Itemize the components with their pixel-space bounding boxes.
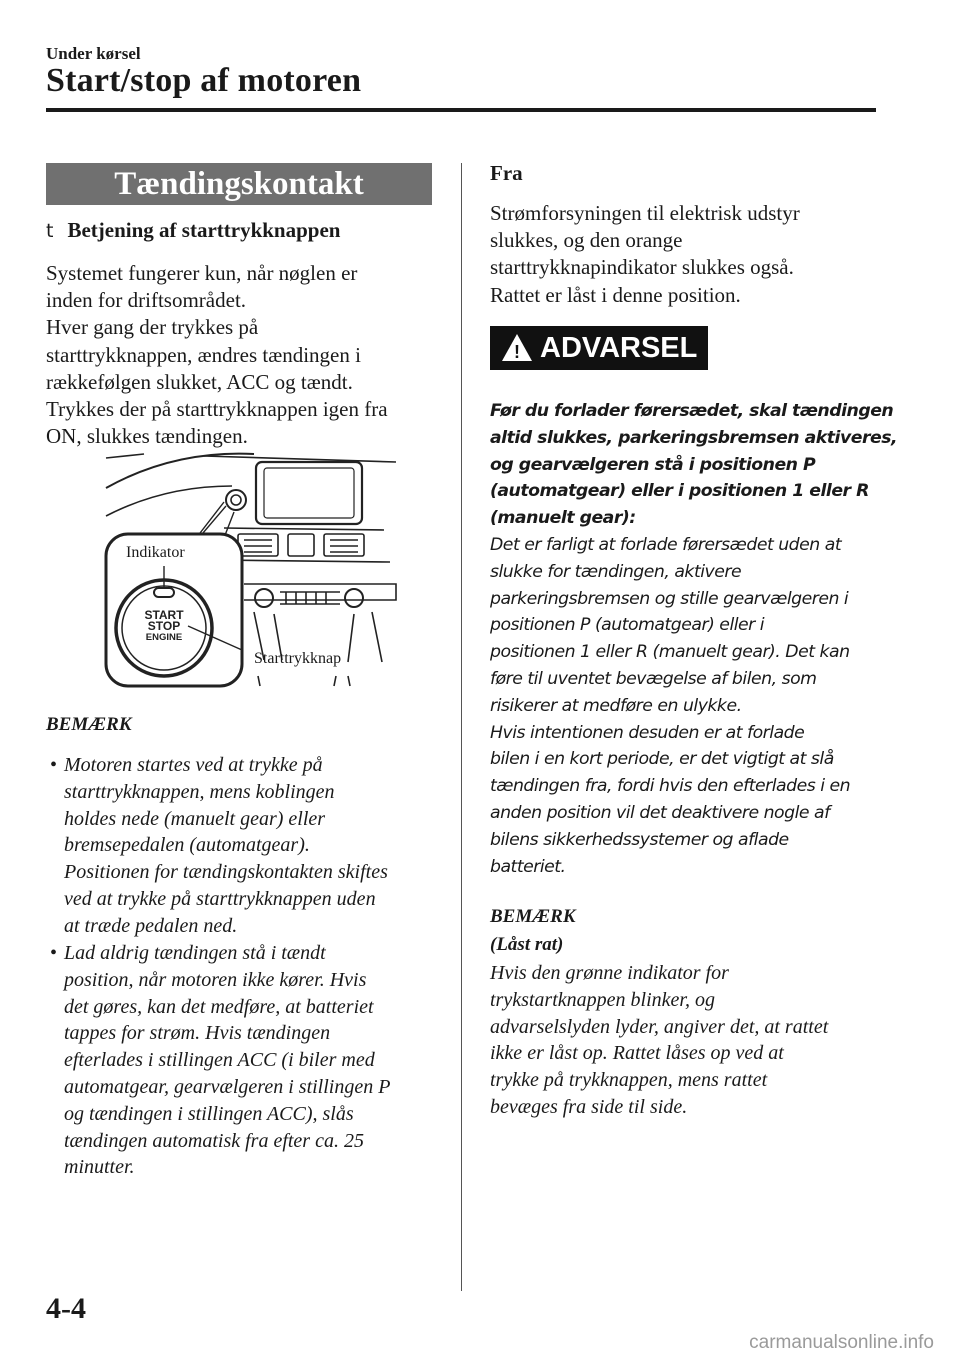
note2-line: trykstartknappen blinker, og (490, 988, 715, 1011)
note-line: det gøres, kan det medføre, at batteriet (64, 995, 374, 1018)
warning-body-text (490, 532, 850, 880)
section-title-bar: Tændingskontakt (46, 163, 432, 205)
warning-line: risikerer at medføre en ulykke. (490, 695, 742, 716)
intro-line: Hver gang der trykkes på (46, 315, 259, 340)
warning-line: bilen i en kort periode, er det vigtigt at slå (490, 749, 834, 770)
button-text-line: ENGINE (145, 632, 183, 643)
note2-line: Hvis den grønne indikator for (490, 962, 729, 984)
warning-line: slukke for tændingen, aktivere (490, 561, 742, 582)
note-line: tappes for strøm. Hvis tændingen (64, 1022, 331, 1045)
note-bullet-1 (50, 752, 388, 940)
note2-line: bevæges fra side til side. (490, 1095, 688, 1118)
warning-bold-text (490, 398, 897, 532)
chapter-label: Under kørsel (46, 44, 141, 63)
warning-line: positionen 1 eller R (manuelt gear). Det kan (490, 642, 850, 663)
warning-triangle-icon (500, 332, 534, 364)
note2-paragraph (490, 960, 828, 1121)
start-stop-button-text (134, 610, 194, 643)
start-button-illustration (104, 450, 410, 690)
button-text-line: START (144, 608, 184, 622)
warning-line: tændingen fra, fordi hvis den efterlades i en (490, 776, 851, 797)
warning-bold-line: (automatgear) eller i positionen 1 eller R (490, 481, 869, 502)
warning-line: parkeringsbremsen og stille gearvælgeren i (490, 588, 849, 609)
bullet-icon: • (50, 942, 58, 964)
note-bullet-2 (50, 940, 391, 1181)
note-line: at træde pedalen ned. (64, 914, 238, 937)
intro-line: Systemet fungerer kun, når nøglen er (46, 261, 358, 285)
intro-line: ON, slukkes tændingen. (46, 424, 248, 449)
warning-label: ADVARSEL (540, 332, 698, 364)
subheading (46, 218, 340, 243)
note-line: automatgear, gearvælgeren i stillingen P (64, 1075, 391, 1098)
note2-line: trykke på trykknappen, mens rattet (490, 1069, 768, 1092)
fra-line: starttrykknapindikator slukkes også. (490, 255, 794, 280)
warning-bold-line: altid slukkes, parkeringsbremsen aktiveres, (490, 427, 898, 448)
warning-line: batteriet. (490, 856, 566, 877)
fra-paragraph (490, 200, 800, 309)
page-title: Start/stop af motoren (46, 62, 362, 99)
page-number: 4-4 (46, 1292, 86, 1325)
note-line: tændingen automatisk fra efter ca. 25 (64, 1129, 364, 1152)
warning-bold-line: og gearvælgeren stå i positionen P (490, 454, 816, 475)
note-line: Positionen for tændingskontakten skiftes (64, 861, 388, 884)
warning-line: anden position vil det deaktivere nogle af (490, 802, 830, 823)
note2-line: ikke er låst op. Rattet låses op ved at (490, 1042, 784, 1065)
header-divider (46, 108, 876, 112)
note2-subheading: (Låst rat) (490, 934, 564, 955)
warning-line: Det er farligt at forlade førersædet uden at (490, 535, 842, 555)
note-line: og tændingen i stillingen ACC), slås (64, 1102, 354, 1125)
intro-line: inden for driftsområdet. (46, 288, 247, 313)
indicator-label: Indikator (126, 544, 185, 561)
intro-line: rækkefølgen slukket, ACC og tændt. (46, 369, 353, 394)
intro-line: starttrykknappen, ændres tændingen i (46, 342, 361, 367)
watermark: carmanualsonline.info (749, 1332, 934, 1353)
warning-badge (490, 326, 708, 370)
note-line: efterlades i stillingen ACC (i biler med (64, 1049, 375, 1072)
subheading-text: Betjening af starttrykknappen (67, 218, 341, 242)
note-line: bremsepedalen (automatgear). (64, 834, 310, 857)
intro-line: Trykkes der på starttrykknappen igen fra (46, 397, 388, 422)
note-line: Lad aldrig tændingen stå i tændt (64, 942, 326, 964)
bullet-icon: • (50, 754, 58, 776)
warning-line: bilens sikkerhedssystemer og aflade (490, 829, 789, 850)
subheading-marker-icon: t (46, 220, 54, 242)
note2-heading: BEMÆRK (490, 906, 576, 927)
fra-line: slukkes, og den orange (490, 228, 683, 253)
note-line: position, når motoren ikke kører. Hvis (64, 968, 367, 991)
fra-heading: Fra (490, 161, 523, 185)
warning-bold-line: Før du forlader førersædet, skal tændingen (490, 401, 894, 421)
note2-line: advarselslyden lyder, angiver det, at rattet (490, 1015, 829, 1038)
note-line: starttrykknappen, mens koblingen (64, 780, 335, 803)
note-heading: BEMÆRK (46, 714, 132, 735)
note-line: holdes nede (manuelt gear) eller (64, 807, 326, 830)
intro-paragraph (46, 260, 388, 450)
warning-line: positionen P (automatgear) eller i (490, 615, 765, 636)
button-text-line: STOP (147, 619, 181, 633)
warning-bold-line: (manuelt gear): (490, 508, 636, 529)
note-line: Motoren startes ved at trykke på (64, 754, 323, 776)
fra-line: Rattet er låst i denne position. (490, 282, 741, 307)
warning-line: Hvis intentionen desuden er at forlade (490, 722, 805, 743)
warning-line: føre til uventet bevægelse af bilen, som (490, 668, 817, 689)
note-line: ved at trykke på starttrykknappen uden (64, 887, 376, 910)
svg-text:!: ! (514, 342, 520, 362)
note-line: minutter. (64, 1156, 135, 1179)
column-divider (461, 163, 462, 1291)
fra-line: Strømforsyningen til elektrisk udstyr (490, 201, 800, 225)
start-button-label: Starttrykknap (254, 650, 342, 667)
